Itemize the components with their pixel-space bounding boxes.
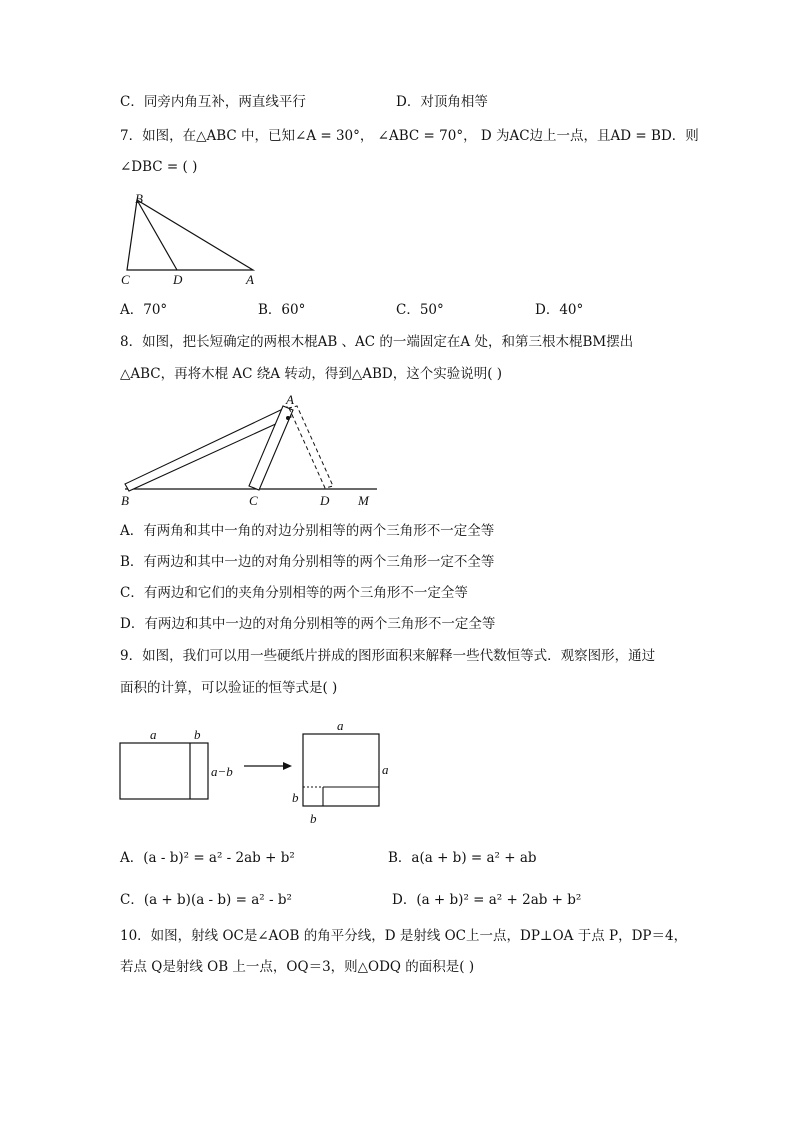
q6-option-d: D．对顶角相等 — [396, 94, 488, 110]
q8-stem-line2: △ABC，再将木棍 AC 绕A 转动，得到△ABD，这个实验说明( ) — [120, 366, 503, 382]
q7-option-d: D．40° — [535, 302, 584, 318]
q9-right-square — [303, 734, 379, 806]
q9-label-a-top-left: a — [150, 727, 157, 742]
q8-label-b: B — [121, 493, 129, 508]
q7-triangle-svg — [115, 190, 265, 290]
q8-stem-line1: 8．如图，把长短确定的两根木棍AB 、AC 的一端固定在A 处，和第三根木棍BM摆出 — [120, 334, 634, 350]
q8-option-b: B．有两边和其中一边的对角分别相等的两个三角形一定不全等 — [120, 554, 495, 570]
q9-area-figure — [112, 715, 402, 834]
q9-area-svg — [112, 715, 402, 830]
q7-label-c: C — [121, 272, 130, 287]
q8-option-c: C．有两边和它们的夹角分别相等的两个三角形不一定全等 — [120, 585, 468, 601]
q7-option-a: A．70° — [120, 302, 168, 318]
q7-triangle-abc — [127, 200, 253, 270]
q9-label-b-bottom: b — [310, 811, 317, 826]
q7-stem-line2: ∠DBC = ( ) — [120, 159, 198, 175]
q9-label-b-side: b — [292, 790, 299, 805]
q8-option-a: A．有两角和其中一角的对边分别相等的两个三角形不一定全等 — [120, 523, 495, 539]
q7-segment-bd — [137, 200, 177, 270]
q8-pivot-a — [286, 416, 290, 420]
q9-label-a-side-right: a — [382, 762, 389, 777]
q7-option-c: C．50° — [396, 302, 444, 318]
q7-stem-line1: 7．如图，在△ABC 中，已知∠A = 30°， ∠ABC = 70°， D 为AC边上一点，且AD = BD．则 — [120, 128, 699, 144]
q9-label-b-top-left: b — [194, 727, 201, 742]
q7-triangle-figure — [115, 190, 265, 294]
q9-option-d: D．(a + b)² = a² + 2ab + b² — [392, 892, 582, 908]
q7-label-b: B — [135, 191, 143, 206]
q8-sticks-figure — [115, 392, 385, 516]
q10-stem-line2: 若点 Q是射线 OB 上一点，OQ＝3，则△ODQ 的面积是( ) — [120, 959, 475, 975]
q8-sticks-svg — [115, 392, 385, 512]
q9-label-a-minus-b: a−b — [211, 764, 233, 779]
q9-stem-line1: 9．如图，我们可以用一些硬纸片拼成的图形面积来解释一些代数恒等式．观察图形，通过 — [120, 648, 656, 664]
q8-label-c: C — [249, 493, 258, 508]
q9-arrow-head — [283, 762, 292, 770]
q9-label-a-top-right: a — [337, 718, 344, 733]
q6-option-c: C．同旁内角互补，两直线平行 — [120, 94, 306, 110]
q9-option-b: B．a(a + b) = a² + ab — [388, 850, 537, 866]
q8-label-d: D — [320, 493, 330, 508]
q8-option-d: D．有两边和其中一边的对角分别相等的两个三角形不一定全等 — [120, 616, 496, 632]
q7-option-b: B．60° — [258, 302, 306, 318]
q9-stem-line2: 面积的计算，可以验证的恒等式是( ) — [120, 680, 338, 696]
q9-option-a: A．(a - b)² = a² - 2ab + b² — [120, 850, 295, 866]
q8-label-m: M — [358, 493, 369, 508]
q7-label-a: A — [246, 272, 254, 287]
q9-option-c: C．(a + b)(a - b) = a² - b² — [120, 892, 292, 908]
q10-stem-line1: 10．如图，射线 OC是∠AOB 的角平分线，D 是射线 OC上一点，DP⊥OA 于点 P，DP＝4， — [120, 928, 688, 944]
q8-stick-ad-dashed — [289, 406, 333, 488]
q8-label-a: A — [286, 392, 294, 407]
q7-label-d: D — [173, 272, 183, 287]
q9-left-rect — [120, 743, 208, 799]
